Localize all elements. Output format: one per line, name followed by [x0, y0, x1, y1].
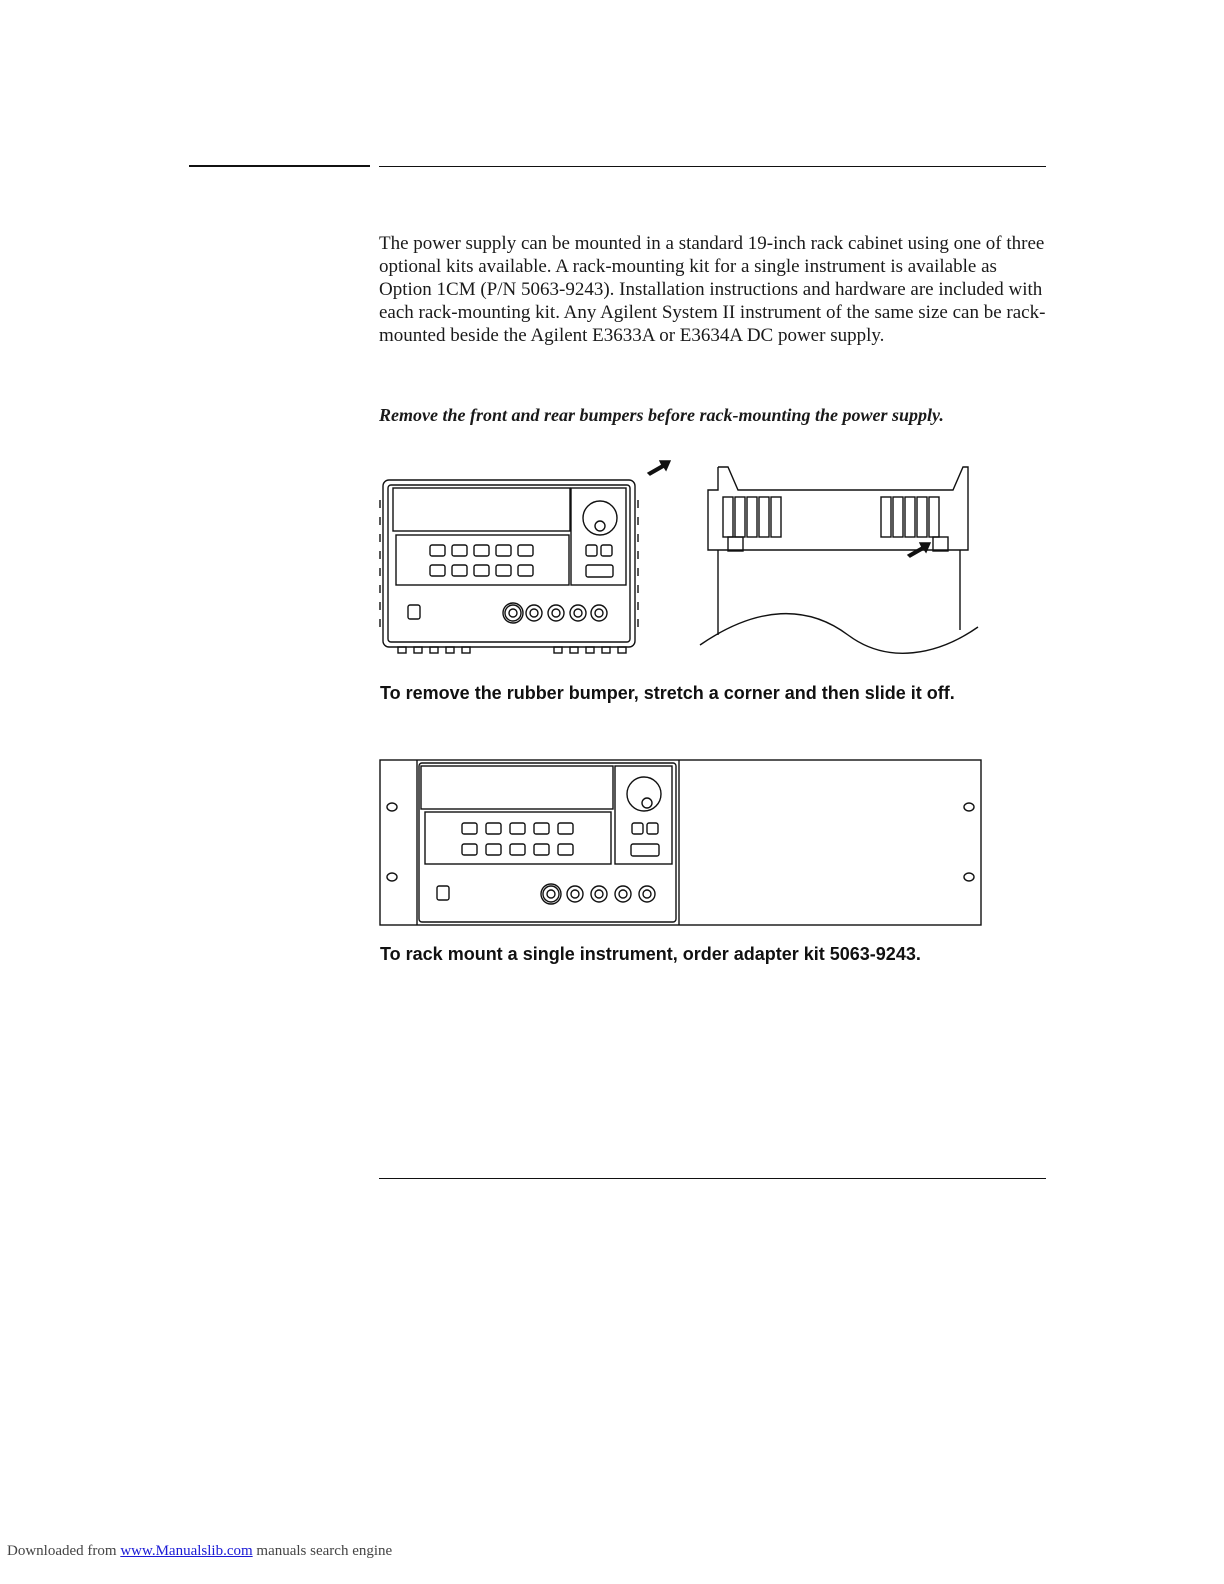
footer-prefix: Downloaded from — [7, 1543, 117, 1559]
footer-rule — [379, 1178, 1046, 1179]
bumper-corner-drawing — [700, 467, 978, 653]
power-supply-rack-drawing — [419, 763, 676, 922]
download-footer — [7, 1543, 392, 1560]
arrow-icon — [648, 461, 670, 475]
body-paragraph: The power supply can be mounted in a standard 19-inch rack cabinet using one of three optional kits available. A rack-mounting kit for a single instrument is available as Option 1CM (P/N 5063-9243). Installation instructions and hardware are included with each rack-mounting kit. Any Agilent System II instrument of the same size can be rack-mounted beside the Agilent E3633A or E3634A DC power supply. — [379, 233, 1046, 346]
header-rule-right — [379, 166, 1046, 167]
power-supply-front-drawing — [380, 480, 638, 653]
header-rule-left — [189, 165, 370, 167]
figure1-caption: To remove the rubber bumper, stretch a corner and then slide it off. — [380, 683, 955, 703]
manualslib-link[interactable]: www.Manualslib.com — [120, 1543, 253, 1559]
bumper-removal-figure — [378, 455, 988, 665]
note-text: Remove the front and rear bumpers before rack-mounting the power supply. — [379, 405, 944, 425]
rack-mount-figure — [379, 759, 984, 929]
footer-suffix: manuals search engine — [256, 1543, 393, 1559]
figure2-caption: To rack mount a single instrument, order adapter kit 5063-9243. — [380, 944, 921, 964]
